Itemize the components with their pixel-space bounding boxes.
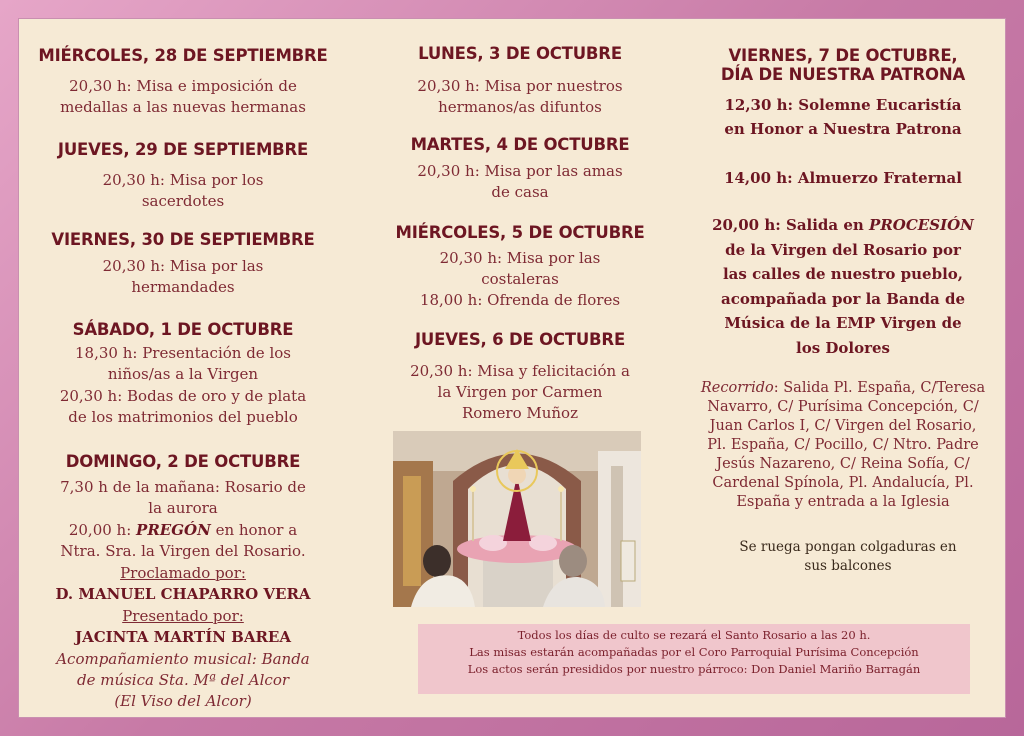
event-line: acompañada por la Banda de (720, 290, 965, 308)
music-line: Acompañamiento musical: Banda (56, 650, 310, 668)
balcony-request: Se ruega pongan colgaduras en (739, 539, 957, 555)
route-line: Pl. España, C/ Pocillo, C/ Ntro. Padre (707, 437, 979, 453)
event-line: 20,30 h: Misa por nuestros (417, 77, 623, 95)
event-line: 18,00 h: Ofrenda de flores (419, 291, 621, 309)
patron-day-heading: VIERNES, 7 DE OCTUBRE, (728, 46, 958, 65)
presenter-name: JACINTA MARTÍN BAREA (74, 628, 291, 646)
route-line: Navarro, C/ Purísima Concepción, C/ (707, 399, 979, 415)
event-line: 7,30 h de la mañana: Rosario de (60, 478, 306, 496)
note-line: Las misas estarán acompañadas por el Coro Parroquial Purísima Concepción (469, 645, 919, 659)
day-heading: MIÉRCOLES, 28 DE SEPTIEMBRE (38, 46, 328, 65)
route-line: España y entrada a la Iglesia (736, 494, 950, 510)
photo-illustration (393, 431, 641, 607)
route-text: : Salida Pl. España, C/Teresa (773, 380, 986, 396)
event-line: hermanos/as difuntos (438, 98, 602, 116)
info-note-box (418, 624, 970, 694)
event-line: 20,30 h: Bodas de oro y de plata (59, 387, 307, 405)
pregon-label: PREGÓN (136, 521, 211, 539)
proclaimed-by-label: Proclamado por: (120, 564, 246, 582)
route-line (683, 379, 1003, 398)
event-line: de casa (491, 183, 549, 201)
virgin-procession-photo (393, 431, 641, 607)
procession-label: PROCESIÓN (869, 216, 974, 234)
day-heading: VIERNES, 30 DE SEPTIEMBRE (51, 230, 315, 249)
music-line: (El Viso del Alcor) (114, 692, 252, 710)
event-line: 12,30 h: Solemne Eucaristía (724, 96, 962, 114)
day-heading: LUNES, 3 DE OCTUBRE (418, 44, 622, 63)
day-heading: MIÉRCOLES, 5 DE OCTUBRE (395, 223, 645, 242)
day-heading: JUEVES, 6 DE OCTUBRE (414, 330, 626, 349)
event-line: las calles de nuestro pueblo, (722, 265, 963, 283)
event-line: 20,30 h: Misa por las (439, 249, 601, 267)
event-line: medallas a las nuevas hermanas (60, 98, 306, 116)
time-label: 20,00 h: (68, 521, 137, 539)
event-line (18, 520, 348, 541)
event-line: 20,30 h: Misa e imposición de (69, 77, 297, 95)
note-line: Todos los días de culto se rezará el Santo Rosario a las 20 h. (517, 628, 871, 642)
event-line: 20,30 h: Misa por los (102, 171, 264, 189)
event-line: hermandades (131, 278, 235, 296)
day-heading: MARTES, 4 DE OCTUBRE (410, 135, 630, 154)
patron-day-heading: DÍA DE NUESTRA PATRONA (720, 65, 966, 84)
event-text: en honor a (210, 521, 298, 539)
event-line: la aurora (148, 499, 218, 517)
speaker-name: D. MANUEL CHAPARRO VERA (55, 585, 311, 603)
event-line: en Honor a Nuestra Patrona (724, 120, 962, 138)
route-line: Cardenal Spínola, Pl. Andalucía, Pl. (712, 475, 974, 491)
event-line: 14,00 h: Almuerzo Fraternal (724, 169, 962, 187)
event-line: la Virgen por Carmen (437, 383, 603, 401)
event-line: Romero Muñoz (461, 404, 578, 422)
event-line: de los matrimonios del pueblo (68, 408, 298, 426)
day-heading: JUEVES, 29 DE SEPTIEMBRE (57, 140, 309, 159)
time-label: 20,00 h: Salida en (712, 216, 870, 234)
music-line: de música Sta. Mª del Alcor (76, 671, 290, 689)
event-line: 20,30 h: Misa por las (102, 257, 264, 275)
event-line: de la Virgen del Rosario por (725, 241, 961, 259)
program-sheet (18, 18, 1006, 718)
event-line: los Dolores (796, 339, 890, 357)
event-line: sacerdotes (141, 192, 225, 210)
event-line (683, 215, 1003, 236)
presented-by-label: Presentado por: (122, 607, 244, 625)
event-line: Música de la EMP Virgen de (724, 314, 962, 332)
event-line: costaleras (481, 270, 559, 288)
event-line: Ntra. Sra. la Virgen del Rosario. (60, 542, 306, 560)
route-line: Jesús Nazareno, C/ Reina Sofía, C/ (716, 456, 970, 472)
route-line: Juan Carlos I, C/ Virgen del Rosario, (709, 418, 977, 434)
route-label: Recorrido (700, 380, 774, 396)
note-line: Los actos serán presididos por nuestro párroco: Don Daniel Mariño Barragán (467, 662, 921, 676)
event-line: 20,30 h: Misa y felicitación a (410, 362, 630, 380)
event-line: niños/as a la Virgen (107, 365, 259, 383)
day-heading: SÁBADO, 1 DE OCTUBRE (72, 320, 294, 339)
event-line: 20,30 h: Misa por las amas (417, 162, 623, 180)
balcony-request: sus balcones (804, 558, 892, 574)
event-line: 18,30 h: Presentación de los (75, 344, 291, 362)
day-heading: DOMINGO, 2 DE OCTUBRE (65, 452, 301, 471)
